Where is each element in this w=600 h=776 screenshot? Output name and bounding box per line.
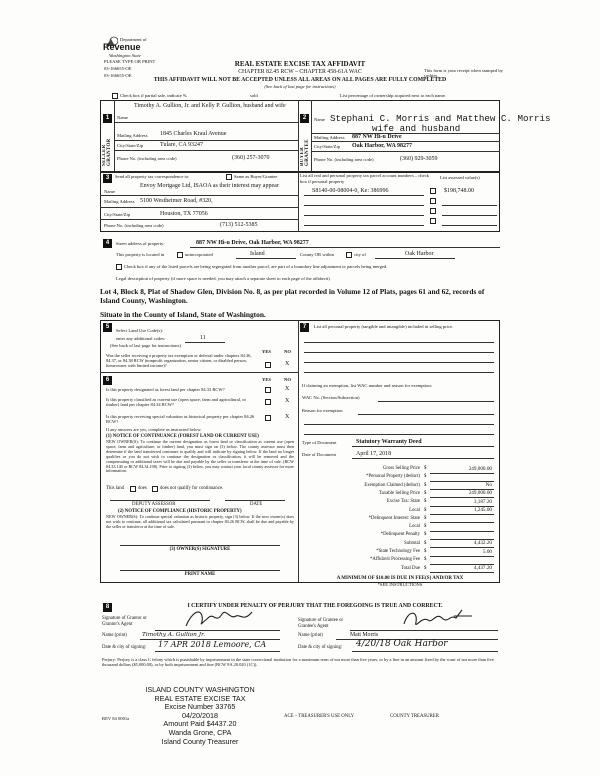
seller-city-label: City/State/Zip [117, 143, 144, 148]
exemption-claim-label: If claiming an exemption, list WAC number and reason for exemption: [302, 383, 432, 388]
tax-row-value[interactable]: 4,432.20 [473, 540, 492, 547]
tax-row-label: *Delinquent Penalty [380, 532, 420, 538]
personal-property-checkbox-3[interactable] [430, 208, 436, 214]
tax-row-label: Exemption Claimed (deduct) [364, 482, 420, 488]
grantor-signature[interactable] [180, 606, 260, 632]
city-label: city of [354, 252, 366, 257]
section-number-5: 5 [103, 323, 112, 332]
unincorporated-label: unincorporated [185, 252, 213, 257]
see-back-note: (See back of last page for instructions) [264, 84, 336, 89]
stamp-excise-number: Excise Number 33765 [164, 702, 236, 712]
section-number-4: 4 [103, 239, 112, 248]
treasurer-use-label: ACE – TREASURER'S USE ONLY [284, 714, 355, 719]
grantee-signature-label: Signature of Grantee or Grantee's Agent [298, 618, 344, 629]
tax-row-dollar-sign: $ [424, 565, 427, 571]
grantor-name[interactable]: Timothy A. Gullion Jr. [142, 632, 206, 638]
tax-row-label: Excise Tax: State [386, 499, 420, 505]
no-header-2: NO [284, 377, 291, 382]
buyer-phone-label: Phone No. (including area code) [314, 157, 374, 162]
unincorporated-checkbox[interactable] [177, 252, 183, 258]
receipt-note: This form is your receipt when stamped by cashier. [424, 68, 503, 78]
additional-codes-label: enter any additional codes: [116, 336, 166, 341]
form-warning: THIS AFFIDAVIT WILL NOT BE ACCEPTED UNLESS ALL AREAS ON ALL PAGES ARE FULLY COMPLETED [153, 77, 447, 83]
grantor-signature-label: Signature of Grantor or Grantor's Agent [102, 616, 147, 627]
land-use-label: Select Land Use Code(s): [116, 328, 164, 333]
exemption-yes-checkbox[interactable] [265, 362, 271, 368]
buyer-mailing-address[interactable]: 887 NW Hi-u Drive [352, 134, 402, 140]
doc-type-label: Type of Document [302, 440, 337, 445]
grantee-date-city[interactable]: 4/20/18 Oak Harbor [356, 639, 448, 649]
legal-description-label: Legal description of property (if more space is needed, you may attach a separate sheet to each page of the affidavit) [116, 276, 330, 281]
seller-mailing-address[interactable]: 1845 Charles Kraul Avenue [160, 131, 227, 137]
if-yes-note: If any answers are yes, complete as instructed below. [106, 427, 202, 432]
stamp-text [120, 686, 280, 746]
print-name-label: PRINT NAME [184, 572, 216, 577]
tax-row-label: *Personal Property (deduct) [366, 474, 420, 480]
code-1: 03-166655-OE [104, 66, 132, 71]
situate-statement[interactable]: Situate in the County of Island, State of Washington. [100, 310, 266, 319]
stamp-treasurer-title: Island County Treasurer [161, 736, 239, 746]
does-checkbox[interactable] [130, 486, 136, 492]
reason-label: Reason for exemption [302, 408, 343, 413]
owners-signature-label: (3) OWNER(S) SIGNATURE [169, 547, 231, 552]
seller-phone[interactable]: (360) 257-3070 [232, 155, 270, 161]
county-value[interactable]: Island [250, 251, 265, 257]
legal-description[interactable]: Lot 4, Block 8, Plat of Shadow Glen, Division No. 8, as per plat recorded in Volume 12 of Plats, pages 61 and 62, records of Island County, Washington. [100, 287, 485, 305]
wac-number-label: WAC No. (Section/Subsection) [302, 395, 360, 400]
tax-row-dollar-sign: $ [424, 482, 427, 488]
continuance-title: (1) NOTICE OF CONTINUANCE (FOREST LAND OR CURRENT USE) [106, 434, 259, 439]
tax-row-value[interactable]: 3,187.20 [473, 498, 492, 505]
seller-name-label: Name [117, 115, 128, 120]
tax-row-dollar-sign: $ [424, 540, 427, 546]
forest-land-question: Is this property designated as forest land per chapter 84.33 RCW? [106, 387, 225, 392]
tax-row-value[interactable]: 249,000.00 [468, 490, 492, 497]
grantee-name[interactable]: Matt Morris [350, 632, 379, 638]
corr-phone-label: Phone No. (including area code) [104, 223, 164, 228]
tax-row-dollar-sign: $ [424, 466, 427, 471]
stamp-county: ISLAND COUNTY WASHINGTON [145, 685, 255, 694]
deputy-assessor-label: DEPUTY ASSESSOR [132, 502, 176, 507]
this-land-label: This land [106, 486, 124, 491]
county-treasurer-label: COUNTY TREASURER [390, 714, 439, 719]
corr-city[interactable]: Houston, TX 77056 [160, 211, 208, 217]
assessed-value[interactable]: $198,748.00 [444, 188, 474, 194]
tax-row-dollar-sign: $ [424, 532, 427, 538]
stamp-tax: REAL ESTATE EXCISE TAX [154, 693, 246, 703]
corr-phone[interactable]: (713) 512-5385 [220, 222, 258, 228]
tax-row-label: Total Due [401, 565, 420, 571]
seller-name[interactable]: Timothy A. Gullion, Jr. and Kelly P. Gullion, husband and wife [134, 103, 286, 109]
see-instructions-note: *SEE INSTRUCTIONS [377, 582, 423, 587]
compliance-title: (2) NOTICE OF COMPLIANCE (HISTORIC PROPERTY) [118, 509, 242, 514]
personal-property-checkbox-1[interactable] [430, 188, 436, 194]
personal-property-checkbox-4[interactable] [430, 218, 436, 224]
stamp-date: 04/20/2018 [182, 710, 218, 720]
form-revision: REV 84 0001a [102, 716, 130, 721]
tax-row-value[interactable]: No [485, 482, 492, 489]
same-as-buyer-label: Same as Buyer/Grantee [234, 174, 278, 179]
tax-row-dollar-sign: $ [424, 474, 427, 480]
personal-property-checkbox-2[interactable] [430, 198, 436, 204]
corr-name[interactable]: Envoy Mortgage Ltd, ISAOA as their interest may appear [140, 183, 279, 189]
correspondence-intro: Send all property tax correspondence to: [115, 174, 190, 179]
partial-sale-checkbox[interactable] [112, 93, 118, 99]
tax-row-dollar-sign: $ [424, 557, 427, 563]
stamp-treasurer-name: Wanda Grone, CPA [168, 727, 232, 737]
code-2: 03-166655-OE [104, 73, 132, 78]
grantor-date-label: Date & city of signing: [102, 645, 147, 650]
continuance-text: NEW OWNER(S): To continue the current designation as forest land or classification as current use (open space, farm and agriculture, or timber) land, you must sign on (3) below. The county assessor must then determine if the land transferred continues to qualify and will indicate by signing below. If the land no longer qualifies or you do not wish to continue the designation or classification, it will be removed and the compensating or additional taxes will be due and payable by the seller or transferor at the time of sale. (RCW 84.33.140 or RCW 84.34.108). Prior to signing (3) below, you may contact your local county assessor for more information. [106, 439, 294, 474]
assessed-header: List assessed value(s) [440, 175, 480, 180]
minimum-fee-note: A MINIMUM OF $10.00 IS DUE IN FEE(S) AND/OR TAX [336, 576, 464, 581]
tax-row-label: Local [409, 507, 420, 513]
section-number-2: 2 [300, 114, 309, 123]
doc-date-label: Date of Document [302, 452, 336, 457]
perjury-notice: Perjury: Perjury is a class C felony which is punishable by imprisonment in the state correctional institution for a maximum term of not more than five years, or by a fine in an amount fixed by the court of not more than five thousand dollars ($5,000.00), or by both imprisonment and fine (RCW 9A.20.020 (1C)). [102, 657, 494, 668]
yes-header: YES [262, 349, 271, 354]
county-label: County OR within [300, 252, 334, 257]
section-number-1: 1 [103, 114, 112, 123]
street-address-label: Street address of property: [116, 241, 165, 246]
tax-row-dollar-sign: $ [424, 507, 427, 513]
tax-row-label: *Affidavit Processing Fee [369, 557, 420, 563]
yes-header-2: YES [262, 377, 271, 382]
doc-type[interactable]: Statutory Warranty Deed [356, 439, 422, 445]
buyer-name-line-2[interactable]: wife and husband [372, 123, 461, 134]
tax-row-dollar-sign: $ [424, 524, 427, 530]
corr-mailing-address[interactable]: 5100 Westheimer Road, #320, [140, 198, 213, 204]
buyer-mail-label: Mailing Address [314, 135, 345, 140]
tax-row-label: *State Technology Fee [376, 549, 420, 554]
buyer-city-label: City/State/Zip [314, 144, 341, 149]
parcel-list-header: List all real and personal property tax parcel account numbers – check box if personal property [300, 173, 429, 184]
form-title: REAL ESTATE EXCISE TAX AFFIDAVIT [234, 60, 366, 68]
forest-yes-checkbox[interactable] [265, 387, 271, 393]
does-label: does [138, 486, 147, 491]
tax-row-value[interactable]: 4,437.20 [473, 565, 492, 572]
land-use-code[interactable]: 11 [200, 335, 206, 341]
tax-row-value[interactable]: 1,245.00 [473, 507, 492, 513]
segregated-checkbox[interactable] [116, 264, 122, 270]
land-use-see-back: (See back of last page for instructions) [110, 343, 181, 348]
section-number-6: 6 [103, 376, 112, 385]
corr-name-label: Name [104, 189, 115, 194]
does-not-checkbox[interactable] [152, 486, 158, 492]
current-use-question: Is this property classified as current use (open space, farm and agricultural, or timber) land per chapter 84.34 RCW? [106, 397, 246, 407]
tax-row-label: *Delinquent Interest: State [368, 515, 420, 521]
current-use-no-mark[interactable]: X [285, 398, 290, 404]
list-percentage: List percentage of ownership acquired next to each name. [340, 93, 446, 98]
historic-question: Is this property receiving special valuation as historical property per chapter 84.26 RCW? [106, 414, 255, 424]
does-not-label: does not qualify for continuance. [160, 486, 224, 491]
compliance-text: NEW OWNER(S): To continue special valuation as historic property, sign (3) below. If the new owner(s) does not wish to continue, all additional tax calculated pursuant to chapter 84.26 RCW, shall be due and payable by the seller or transferor at the time of sale. [106, 514, 294, 529]
street-address[interactable]: 887 NW Hi-u Drive, Oak Harbor, WA 98277 [196, 240, 309, 246]
seller-mail-label: Mailing Address [117, 133, 148, 138]
certify-statement: I CERTIFY UNDER PENALTY OF PERJURY THAT THE FOREGOING IS TRUE AND CORRECT. [187, 603, 443, 609]
form-chapter: CHAPTER 82.45 RCW – CHAPTER 458-61A WAC [238, 69, 362, 75]
historic-yes-checkbox[interactable] [265, 415, 271, 421]
no-header: NO [284, 349, 291, 354]
buyer-name-label: Name [314, 117, 325, 122]
same-as-buyer-checkbox[interactable] [226, 174, 232, 180]
grantee-name-label: Name (print) [298, 633, 323, 638]
tax-row-label: Local [409, 524, 420, 530]
logo-word: Revenue [103, 42, 141, 52]
state-line: Washington State [109, 53, 141, 58]
parcel-number[interactable]: S8140-00-08004-0, Ke: 386996 [312, 188, 389, 194]
tax-row-label: Taxable Selling Price [379, 490, 420, 496]
doc-date[interactable]: April 17, 2018 [356, 451, 392, 457]
seller-phone-label: Phone No. (including area code) [117, 156, 177, 161]
sold-label: sold [250, 93, 258, 98]
segregated-label: Check box if any of the listed parcels are being segregated from another parcel, are part of a boundary line adjustment or parcels being merged. [124, 264, 388, 269]
tax-row-value[interactable]: 249,000.00 [468, 465, 492, 472]
seller-city[interactable]: Tulare, CA 93247 [160, 142, 203, 148]
exemption-question: Was the seller receiving a property tax exemption or deferral under chapters 84.36, 84.37, or 84.38 RCW (nonprofit organization, senior citizen, or disabled person, homeowner with limited income)? [106, 353, 252, 368]
exemption-no-mark[interactable]: X [285, 361, 290, 367]
buyer-phone[interactable]: (360) 929-3059 [400, 156, 438, 162]
section-number-3: 3 [103, 174, 112, 183]
personal-property-label: List all personal property (tangible and intangible) included in selling price. [314, 324, 454, 329]
tax-row-label: Gross Selling Price [382, 466, 420, 471]
corr-mail-label: Mailing Address [104, 199, 135, 204]
corr-city-label: City/State/Zip [104, 212, 131, 217]
stamp-amount-paid: Amount Paid $4437.20 [163, 719, 237, 729]
partial-sale-label: Check box if partial sale, indicate % [120, 93, 187, 98]
seller-vertical-label: SELLER GRANTOR [102, 138, 112, 166]
forest-no-mark[interactable]: X [285, 386, 290, 392]
tax-row-dollar-sign: $ [424, 499, 427, 505]
buyer-name[interactable]: Stephani C. Morris and Matthew C. Morris [330, 113, 551, 124]
deputy-date-label: DATE [250, 502, 263, 507]
city-value[interactable]: Oak Harbor [405, 251, 434, 257]
print-note: PLEASE TYPE OR PRINT [104, 59, 156, 64]
tax-row-dollar-sign: $ [424, 490, 427, 496]
grantor-name-label: Name (print) [102, 633, 127, 638]
section-number-8: 8 [103, 603, 112, 612]
tax-row-dollar-sign: $ [424, 549, 427, 554]
historic-no-mark[interactable]: X [285, 414, 290, 420]
current-use-yes-checkbox[interactable] [265, 399, 271, 405]
grantee-date-label: Date & city of signing: [298, 645, 343, 650]
buyer-vertical-label: BUYER GRANTEE [300, 139, 310, 166]
within-city-checkbox[interactable] [346, 252, 352, 258]
tax-row-value[interactable]: 5.00 [482, 548, 492, 555]
located-label: This property is located in [116, 252, 165, 257]
section-number-7: 7 [300, 323, 309, 332]
dept-line: Department of [120, 37, 147, 42]
buyer-city[interactable]: Oak Harbor, WA 98277 [352, 143, 413, 149]
tax-row-dollar-sign: $ [424, 515, 427, 521]
tax-row-label: Subtotal [404, 540, 420, 546]
grantor-date-city[interactable]: 17 APR 2018 Lemoore, CA [158, 640, 267, 649]
